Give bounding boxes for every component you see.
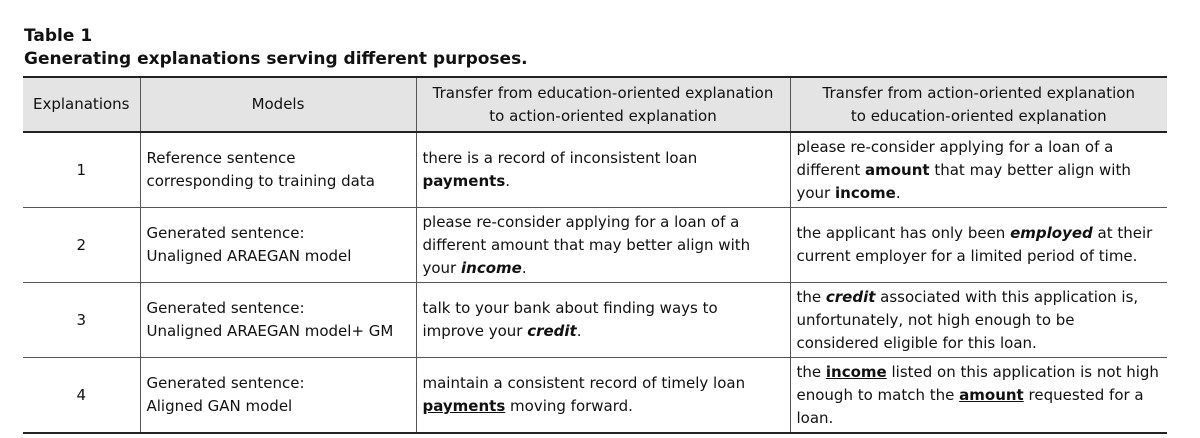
keyword: payments [422,172,506,190]
text: associated with this application is, unfortunately, not high enough to be considered eligible for this loan. [796,287,1139,352]
table-row [23,283,1167,358]
text: moving forward. [505,397,633,415]
header-explanations: Explanations [23,77,140,132]
header-edu-to-action [416,77,790,132]
model-line: Reference sentence [146,149,296,167]
text: . [505,172,511,190]
header-action-to-edu-line-2: to education-oriented explanation [850,106,1107,125]
keyword [1010,224,1093,242]
header-edu-to-action-line-2: to action-oriented explanation [489,106,717,125]
table-row [23,208,1167,283]
keyword: amount [864,160,930,179]
keyword-underlined: income [825,362,887,381]
text: maintain a consistent record of timely loan [422,374,746,392]
text: talk to your bank about finding ways to improve your [422,299,718,340]
explanation-number: 2 [23,208,140,283]
text: . [895,183,901,202]
explanation-number: 1 [23,132,140,208]
table-header-row [23,77,1167,132]
model-line: Generated sentence: [146,374,305,392]
action-to-edu-cell [790,132,1167,208]
text: . [521,258,527,277]
table-row [23,132,1167,208]
keyword-italic: employed [1010,224,1093,242]
keyword [527,322,577,340]
table-label: Table 1 [24,26,93,46]
keyword-italic: income [461,258,522,277]
explanation-number: 4 [23,358,140,434]
text: please re-consider applying for a loan of a different [796,137,1114,179]
keyword-italic: credit [527,322,577,340]
text: . [576,322,582,340]
keyword: income [835,183,896,202]
model-cell [140,208,416,283]
text: please re-consider applying for a loan of a different amount that may better align with your [422,212,751,277]
action-to-edu-cell [790,283,1167,358]
text: at their current employer for a limited period of time. [796,224,1153,265]
action-to-edu-cell [790,208,1167,283]
edu-to-action-cell [416,132,790,208]
keyword-italic: credit [825,287,876,306]
text: requested for a loan. [796,385,1144,427]
table-row [23,358,1167,434]
text: that may better align with your [796,160,1131,202]
keyword-underlined: amount [959,385,1024,404]
model-line: Aligned GAN model [146,397,293,415]
model-cell [140,358,416,434]
edu-to-action-cell [416,283,790,358]
edu-to-action-cell [416,208,790,283]
header-models: Models [140,77,416,132]
model-line: Generated sentence: [146,299,305,317]
edu-to-action-cell [416,358,790,434]
header-action-to-edu [790,77,1167,132]
text: the applicant has only been [796,224,1011,242]
keyword [461,259,522,277]
model-line: Unaligned ARAEGAN model [146,247,352,265]
model-line: Generated sentence: [146,224,305,242]
keyword [826,288,876,306]
explanation-number: 3 [23,283,140,358]
text: the [796,287,826,306]
action-to-edu-cell [790,358,1167,434]
text: there is a record of inconsistent loan [422,149,698,167]
explanations-table [23,76,1167,434]
text: listed on this application is not high enough to match the [796,362,1159,404]
model-cell [140,132,416,208]
keyword-underlined: payments [422,397,506,415]
text: the [796,362,826,381]
header-action-to-edu-line-1: Transfer from action-oriented explanation [822,83,1135,102]
model-line: corresponding to training data [146,172,375,190]
header-edu-to-action-line-1: Transfer from education-oriented explanation [432,83,774,102]
table-title: Generating explanations serving different purposes. [24,49,528,69]
model-line: Unaligned ARAEGAN model+ GM [146,322,394,340]
model-cell [140,283,416,358]
